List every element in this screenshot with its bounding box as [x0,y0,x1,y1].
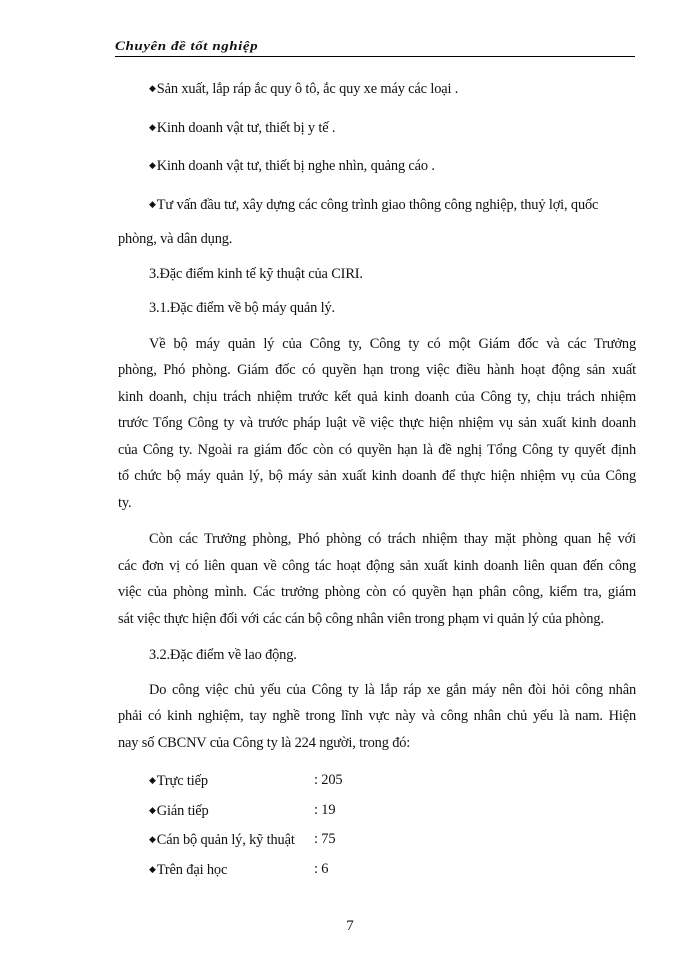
paragraph-line: việc của phòng mình. Các trưởng phòng còn có quyền hạn phân công, kiểm tra, giám [118,584,636,600]
paragraph-management [118,331,636,517]
header-title: Chuyên đề tốt nghiệp [115,38,259,53]
section-3-2-title: 3.2.Đặc điểm về lao động. [149,647,297,663]
bullet-icon: ◆ [149,863,156,874]
staff-label: Trên đại học [156,861,228,878]
bullet-item: ◆Sản xuất, lắp ráp ắc quy ô tô, ắc quy xe máy các loại . [149,81,459,97]
section-3-1-title: 3.1.Đặc điểm về bộ máy quản lý. [149,300,335,316]
bullet-icon: ◆ [149,83,156,93]
bullet-icon: ◆ [149,160,156,170]
paragraph-line: nay số CBCNV của Công ty là 224 người, trong đó: [118,734,411,751]
bullet-icon: ◆ [149,775,156,785]
bullet-icon: ◆ [149,834,156,844]
staff-value: : 205 [314,772,343,788]
section-3-title: 3.Đặc điểm kinh tế kỹ thuật của CIRI. [149,265,363,282]
staff-row [118,796,636,826]
staff-label: Cán bộ quản lý, kỹ thuật [156,832,295,848]
staff-value: : 19 [314,801,336,818]
bullet-icon: ◆ [149,121,156,132]
staff-row [118,825,636,855]
paragraph-line: sát việc thực hiện đối với các cán bộ công nhân viên trong phạm vi quản lý của phòng. [118,610,604,627]
staff-breakdown-list [118,766,636,884]
bullet-item: ◆Tư vấn đầu tư, xây dựng các công trình giao thông công nghiệp, thuỷ lợi, quốc [149,196,599,213]
staff-row [118,766,636,796]
staff-label: Trực tiếp [156,773,208,789]
body-text [118,75,636,884]
paragraph-line: phải có kinh nghiệm, tay nghề trong lĩnh vực này và công nhân chủ yếu là nam. Hiện [118,708,636,724]
paragraph-line: ty. [118,494,132,511]
bullet-item: ◆Kinh doanh vật tư, thiết bị y tế . [149,119,336,136]
paragraph-line: Do công việc chủ yếu của Công ty là lắp ráp xe gắn máy nên đòi hỏi công nhân [149,681,636,698]
paragraph-line: Về bộ máy quản lý của Công ty, Công ty có một Giám đốc và các Trưởng [149,335,636,352]
bullet-continuation: phòng, và dân dụng. [118,231,233,247]
paragraph-line: của Công ty. Ngoài ra giám đốc còn có quyền hạn là đề nghị Tổng Công ty quyết định [118,441,636,458]
paragraph-labor [118,677,636,757]
paragraph-line: Còn các Trưởng phòng, Phó phòng có trách nhiệm thay mặt phòng quan hệ với [149,531,636,547]
staff-label: Gián tiếp [156,802,209,819]
bullet-icon: ◆ [149,198,156,209]
bullet-icon: ◆ [149,804,156,815]
paragraph-line: trước Tổng Công ty và trước pháp luật về việc thực hiện nhiệm vụ sản xuất kinh doanh [118,415,636,431]
staff-value: : 6 [314,860,329,877]
staff-row [118,855,636,885]
paragraph-line: tổ chức bộ máy quản lý, bộ máy sản xuất kinh doanh để thực hiện nhiệm vụ của Công [118,468,636,484]
paragraph-line: kinh doanh, chịu trách nhiệm trước kết quả kinh doanh của Công ty, chịu trách nhiệm [118,388,636,405]
page-header [115,30,635,57]
paragraph-line: các đơn vị có liên quan về công tác hoạt động sản xuất kinh doanh liên quan đến công [118,557,636,574]
page-number: 7 [346,918,354,934]
paragraph-line: phòng, Phó phòng. Giám đốc có quyền hạn trong việc điều hành hoạt động sản xuất [118,362,636,378]
bullet-item: ◆Kinh doanh vật tư, thiết bị nghe nhìn, quảng cáo . [149,158,435,174]
staff-value: : 75 [314,831,336,847]
paragraph-department-heads [118,526,636,632]
